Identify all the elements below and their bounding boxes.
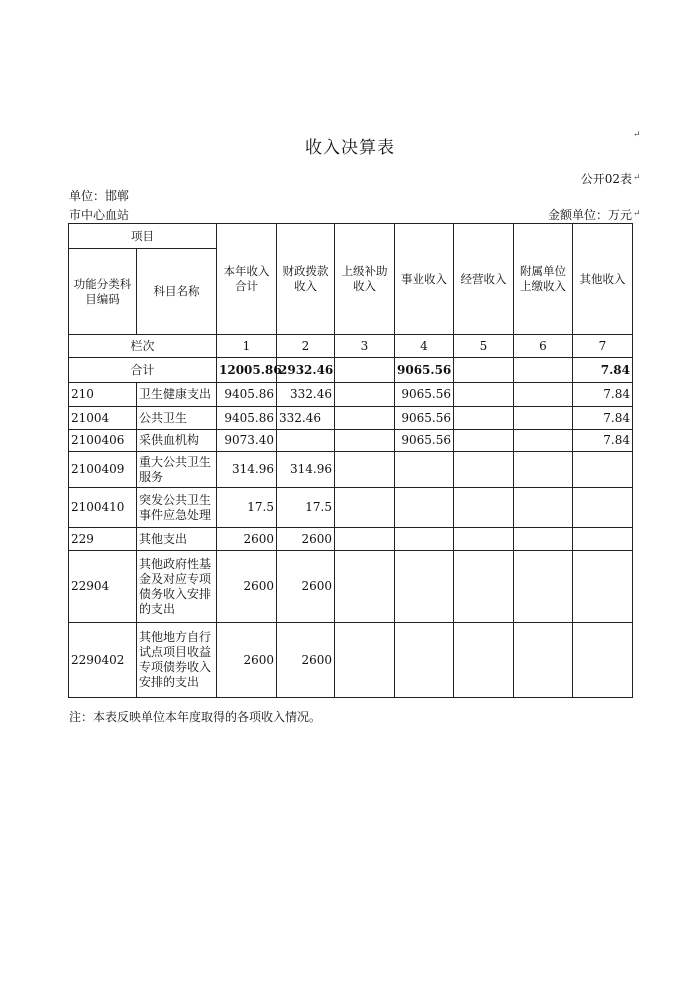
row-code: 2100406 bbox=[69, 430, 137, 452]
header-superior: 上级补助收入 bbox=[335, 224, 395, 335]
header-fiscal: 财政拨款收入 bbox=[277, 224, 335, 335]
row-value bbox=[514, 407, 573, 430]
row-value bbox=[454, 528, 514, 551]
row-value: 9073.40 bbox=[217, 430, 277, 452]
row-value bbox=[514, 452, 573, 488]
row-value bbox=[514, 551, 573, 623]
form-code: 公开02表 bbox=[580, 172, 632, 186]
row-value bbox=[454, 623, 514, 698]
row-value bbox=[454, 430, 514, 452]
row-value bbox=[514, 430, 573, 452]
page-marker: ↵ bbox=[633, 173, 641, 183]
row-value: 7.84 bbox=[573, 407, 633, 430]
row-value: 9065.56 bbox=[395, 407, 454, 430]
row-value bbox=[395, 488, 454, 528]
header-func-code: 功能分类科目编码 bbox=[69, 249, 137, 335]
row-name: 采供血机构 bbox=[137, 430, 217, 452]
table-row bbox=[69, 623, 633, 698]
row-value: 2600 bbox=[277, 623, 335, 698]
row-value: 17.5 bbox=[277, 488, 335, 528]
row-value: 9065.56 bbox=[395, 383, 454, 407]
total-cell: 7.84 bbox=[573, 358, 633, 383]
row-value bbox=[454, 551, 514, 623]
row-value bbox=[454, 452, 514, 488]
row-code: 210 bbox=[69, 383, 137, 407]
row-value: 314.96 bbox=[277, 452, 335, 488]
row-value: 2600 bbox=[277, 528, 335, 551]
row-value bbox=[514, 488, 573, 528]
row-name: 重大公共卫生服务 bbox=[137, 452, 217, 488]
table-row bbox=[69, 488, 633, 528]
row-value: 2600 bbox=[217, 551, 277, 623]
row-value bbox=[335, 623, 395, 698]
row-code: 2290402 bbox=[69, 623, 137, 698]
row-value bbox=[454, 488, 514, 528]
row-value bbox=[514, 528, 573, 551]
table-row bbox=[69, 407, 633, 430]
table-row bbox=[69, 383, 633, 407]
row-name: 其他政府性基金及对应专项债务收入安排的支出 bbox=[137, 551, 217, 623]
row-value bbox=[454, 407, 514, 430]
col-index-cell: 3 bbox=[335, 335, 395, 358]
row-code: 2100409 bbox=[69, 452, 137, 488]
unit-name: 市中心血站 bbox=[69, 208, 130, 222]
row-name: 其他支出 bbox=[137, 528, 217, 551]
row-value: 332.46 bbox=[277, 383, 335, 407]
table-note: 注：本表反映单位本年度取得的各项收入情况。 bbox=[69, 710, 322, 724]
row-value bbox=[573, 452, 633, 488]
total-cell: 2932.46 bbox=[277, 358, 335, 383]
header-affiliate: 附属单位上缴收入 bbox=[514, 224, 573, 335]
row-value bbox=[573, 551, 633, 623]
row-value: 2600 bbox=[217, 528, 277, 551]
row-value bbox=[335, 452, 395, 488]
row-value bbox=[277, 430, 335, 452]
col-index-label: 栏次 bbox=[69, 335, 217, 358]
row-value bbox=[335, 383, 395, 407]
row-value bbox=[514, 383, 573, 407]
table-row bbox=[69, 452, 633, 488]
row-value bbox=[395, 551, 454, 623]
row-value bbox=[335, 430, 395, 452]
total-cell bbox=[514, 358, 573, 383]
row-value: 332.46 bbox=[277, 407, 335, 430]
col-index-cell: 6 bbox=[514, 335, 573, 358]
unit-label: 单位：邯郸 bbox=[69, 189, 130, 203]
money-unit: 金额单位：万元 bbox=[547, 208, 632, 222]
col-index-cell: 1 bbox=[217, 335, 277, 358]
row-value: 9405.86 bbox=[217, 383, 277, 407]
row-code: 2100410 bbox=[69, 488, 137, 528]
total-cell: 9065.56 bbox=[395, 358, 454, 383]
table-row bbox=[69, 551, 633, 623]
col-index-cell: 4 bbox=[395, 335, 454, 358]
row-value bbox=[573, 623, 633, 698]
row-name: 卫生健康支出 bbox=[137, 383, 217, 407]
row-name: 突发公共卫生事件应急处理 bbox=[137, 488, 217, 528]
row-value: 2600 bbox=[217, 623, 277, 698]
table-row bbox=[69, 528, 633, 551]
header-business: 事业收入 bbox=[395, 224, 454, 335]
total-cell: 12005.86 bbox=[217, 358, 277, 383]
document-title: 收入决算表 bbox=[305, 138, 395, 158]
row-value: 7.84 bbox=[573, 430, 633, 452]
total-cell bbox=[454, 358, 514, 383]
row-value: 17.5 bbox=[217, 488, 277, 528]
row-value: 314.96 bbox=[217, 452, 277, 488]
row-value bbox=[454, 383, 514, 407]
page-marker: ↵ bbox=[633, 209, 641, 219]
row-value: 9405.86 bbox=[217, 407, 277, 430]
header-subject-name: 科目名称 bbox=[137, 249, 217, 335]
col-index-cell: 7 bbox=[573, 335, 633, 358]
income-table bbox=[68, 223, 633, 698]
col-index-cell: 2 bbox=[277, 335, 335, 358]
row-value bbox=[335, 488, 395, 528]
col-index-cell: 5 bbox=[454, 335, 514, 358]
header-project: 项目 bbox=[69, 224, 217, 249]
header-total: 本年收入合计 bbox=[217, 224, 277, 335]
row-value bbox=[395, 623, 454, 698]
table-row bbox=[69, 430, 633, 452]
row-value bbox=[395, 452, 454, 488]
row-name: 公共卫生 bbox=[137, 407, 217, 430]
row-name: 其他地方自行试点项目收益专项债券收入安排的支出 bbox=[137, 623, 217, 698]
row-value bbox=[514, 623, 573, 698]
row-value: 7.84 bbox=[573, 383, 633, 407]
row-value bbox=[395, 528, 454, 551]
row-value bbox=[573, 528, 633, 551]
row-value: 2600 bbox=[277, 551, 335, 623]
page-marker: ↵ bbox=[633, 130, 641, 140]
header-other: 其他收入 bbox=[573, 224, 633, 335]
row-value bbox=[573, 488, 633, 528]
header-operating: 经营收入 bbox=[454, 224, 514, 335]
row-value bbox=[335, 551, 395, 623]
total-row-label: 合计 bbox=[69, 358, 217, 383]
row-code: 229 bbox=[69, 528, 137, 551]
row-value: 9065.56 bbox=[395, 430, 454, 452]
row-code: 22904 bbox=[69, 551, 137, 623]
row-value bbox=[335, 407, 395, 430]
row-code: 21004 bbox=[69, 407, 137, 430]
row-value bbox=[335, 528, 395, 551]
total-cell bbox=[335, 358, 395, 383]
